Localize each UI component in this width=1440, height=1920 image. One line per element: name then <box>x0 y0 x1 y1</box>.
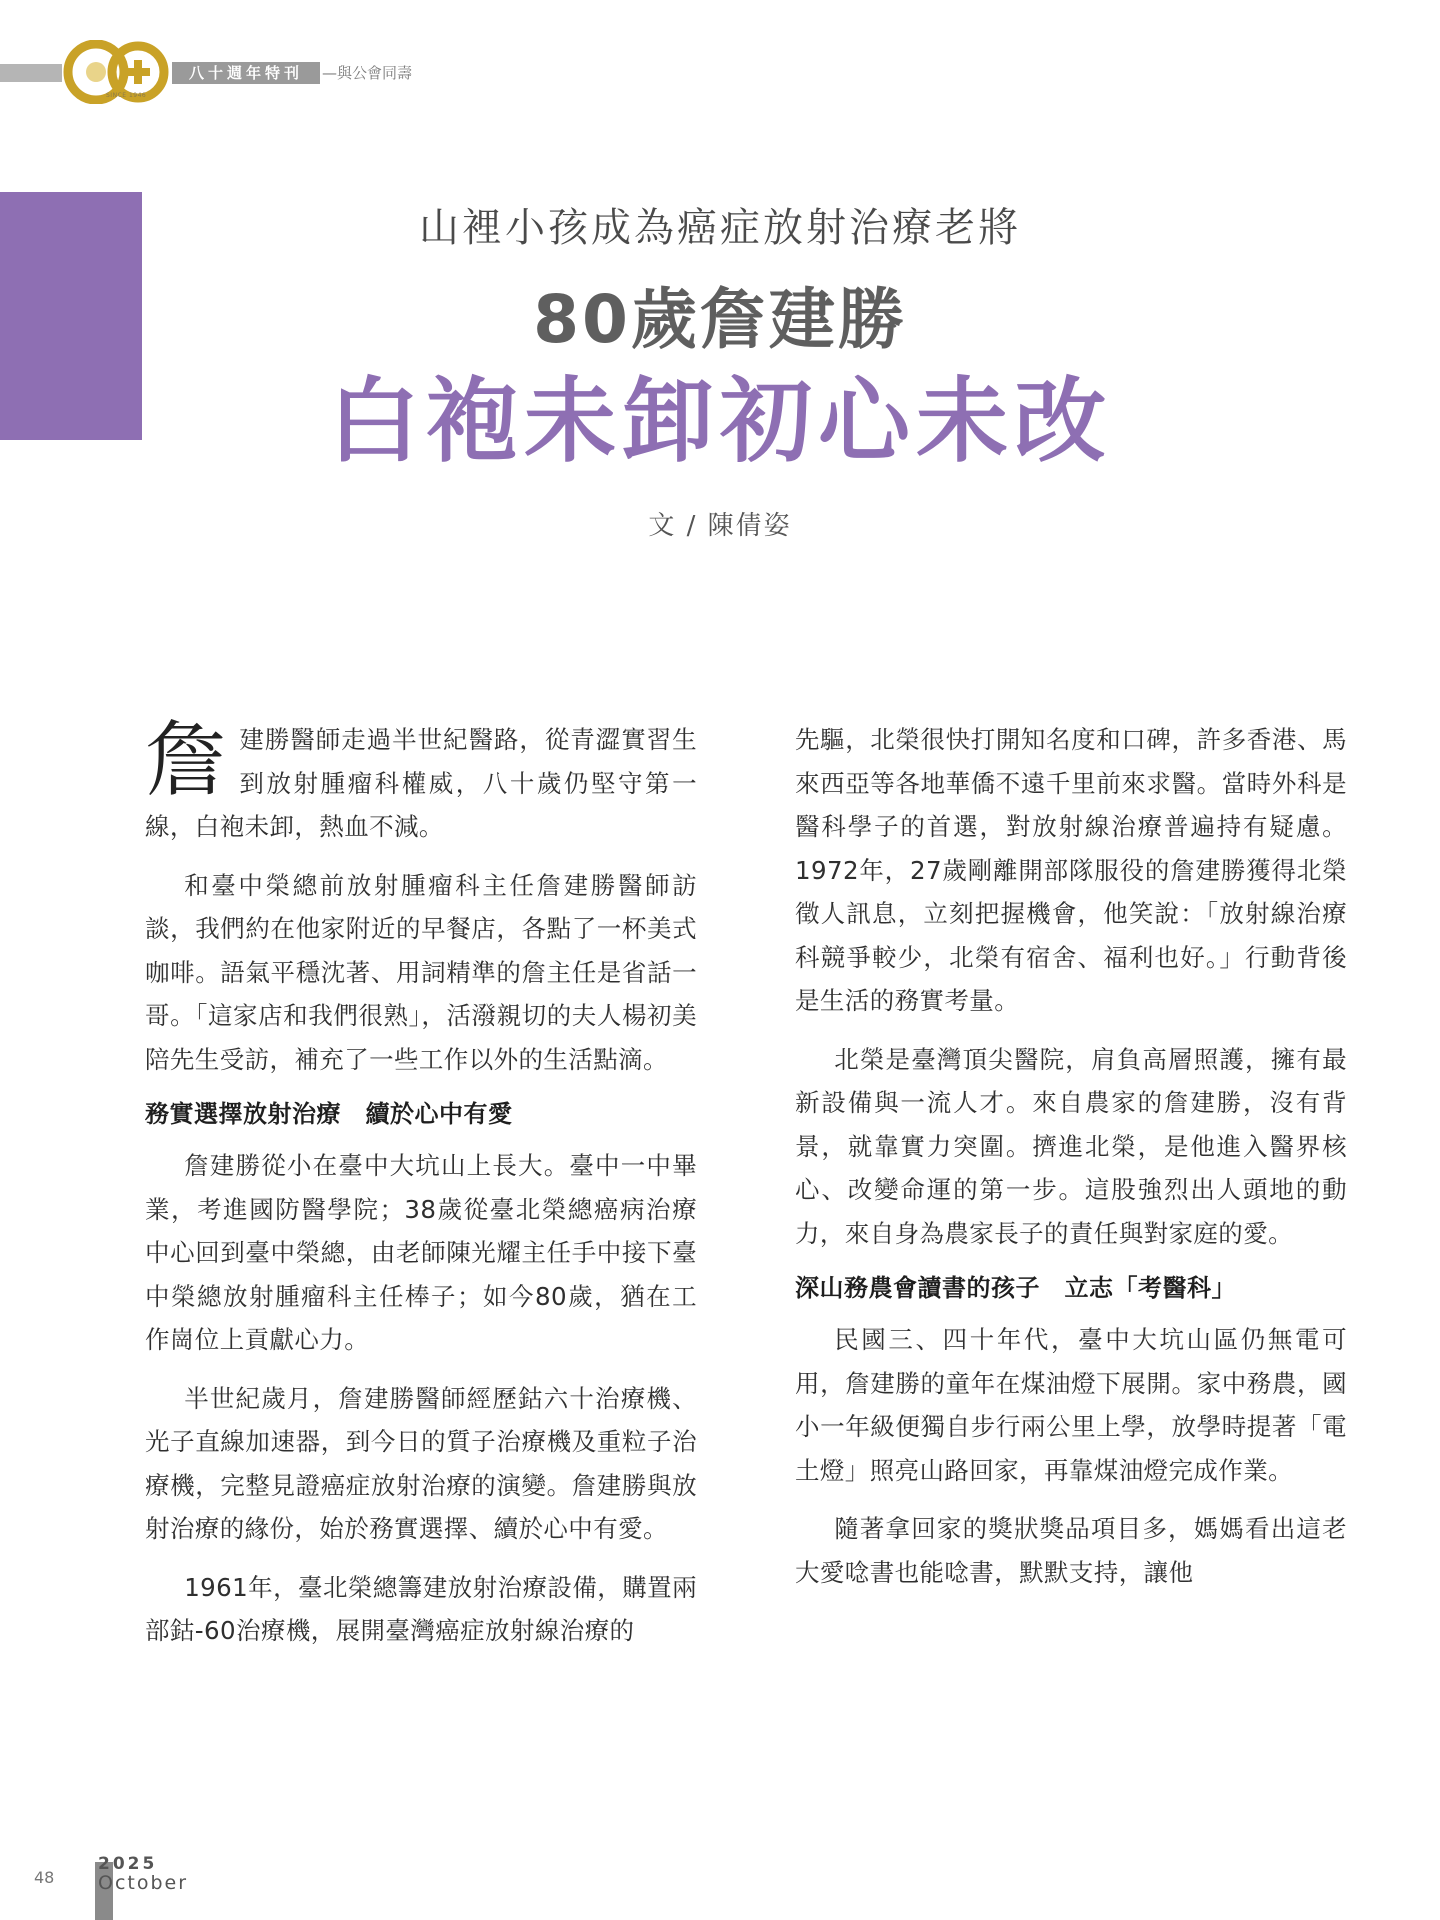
paragraph-intro <box>145 713 697 849</box>
article-highlight-title: 白袍未卸初心未改 <box>327 368 1112 475</box>
section-heading: 深山務農會讀書的孩子 立志「考醫科」 <box>795 1274 1236 1302</box>
logo-cross-h <box>126 68 150 76</box>
paragraph-intro-text: 建勝醫師走過半世紀醫路，從青澀實習生到放射腫瘤科權威，八十歲仍堅守第一線，白袍未卸，熱血不減。 <box>145 725 697 841</box>
paragraph-continued: 先驅，北榮很快打開知名度和口碑，許多香港、馬來西亞等各地華僑不遠千里前來求醫。當時外科是醫科學子的首選，對放射線治療普遍持有疑慮。1972年，27歲剛離開部隊服役的詹建勝獲得北榮徵人訊息，立刻把握機會，他笑說：「放射線治療科競爭較少，北榮有宿舍、福利也好。」行動背後是生活的務實考量。 <box>795 725 1347 1015</box>
special-issue-subtitle: —與公會同壽 <box>322 64 413 82</box>
paragraph: 隨著拿回家的獎狀獎品項目多，媽媽看出這老大愛唸書也能唸書，默默支持，讓他 <box>795 1514 1347 1587</box>
paragraph: 詹建勝從小在臺中大坑山上長大。臺中一中畢業，考進國防醫學院；38歲從臺北榮總癌病治療中心回到臺中榮總，由老師陳光耀主任手中接下臺中榮總放射腫瘤科主任棒子；如今80歲，猶在工作崗位上貢獻心力。 <box>145 1151 697 1354</box>
author-byline: 文 / 陳倩姿 <box>648 511 792 541</box>
page-number: 48 <box>34 1868 55 1887</box>
drop-cap: 詹 <box>145 713 228 808</box>
logo-caption: SINCE 1946 <box>106 92 147 99</box>
article-column-left <box>145 713 697 1668</box>
issue-year: 2025 <box>98 1854 158 1874</box>
article-title: 80歲詹建勝 <box>533 281 907 358</box>
paragraph: 1961年，臺北榮總籌建放射治療設備，購置兩部鈷-60治療機，展開臺灣癌症放射線治療的 <box>145 1572 697 1645</box>
paragraph: 和臺中榮總前放射腫瘤科主任詹建勝醫師訪談，我們約在他家附近的早餐店，各點了一杯美式咖啡。語氣平穩沈著、用詞精準的詹主任是省話一哥。「這家店和我們很熟」，活潑親切的夫人楊初美陪先生受訪，補充了一些工作以外的生活點滴。 <box>145 870 697 1074</box>
section-heading: 務實選擇放射治療 續於心中有愛 <box>145 1100 513 1128</box>
special-issue-label: 八十週年特刊 <box>172 62 320 84</box>
article-column-right <box>795 718 1347 1609</box>
article-subtitle: 山裡小孩成為癌症放射治療老將 <box>419 205 1021 251</box>
header-gray-bar <box>0 64 62 82</box>
logo-inner-left <box>86 62 106 82</box>
paragraph: 半世紀歲月，詹建勝醫師經歷鈷六十治療機、光子直線加速器，到今日的質子治療機及重粒子治療機，完整見證癌症放射治療的演變。詹建勝與放射治療的緣份，始於務實選擇、續於心中有愛。 <box>145 1383 697 1543</box>
paragraph: 民國三、四十年代，臺中大坑山區仍無電可用，詹建勝的童年在煤油燈下展開。家中務農，國小一年級便獨自步行兩公里上學，放學時提著「電土燈」照亮山路回家，再靠煤油燈完成作業。 <box>795 1325 1347 1485</box>
issue-month: October <box>98 1872 189 1894</box>
paragraph: 北榮是臺灣頂尖醫院，肩負高層照護，擁有最新設備與一流人才。來自農家的詹建勝，沒有背景，就靠實力突圍。擠進北榮，是他進入醫界核心、改變命運的第一步。這股強烈出人頭地的動力，來自身為農家長子的責任與對家庭的愛。 <box>795 1044 1347 1248</box>
